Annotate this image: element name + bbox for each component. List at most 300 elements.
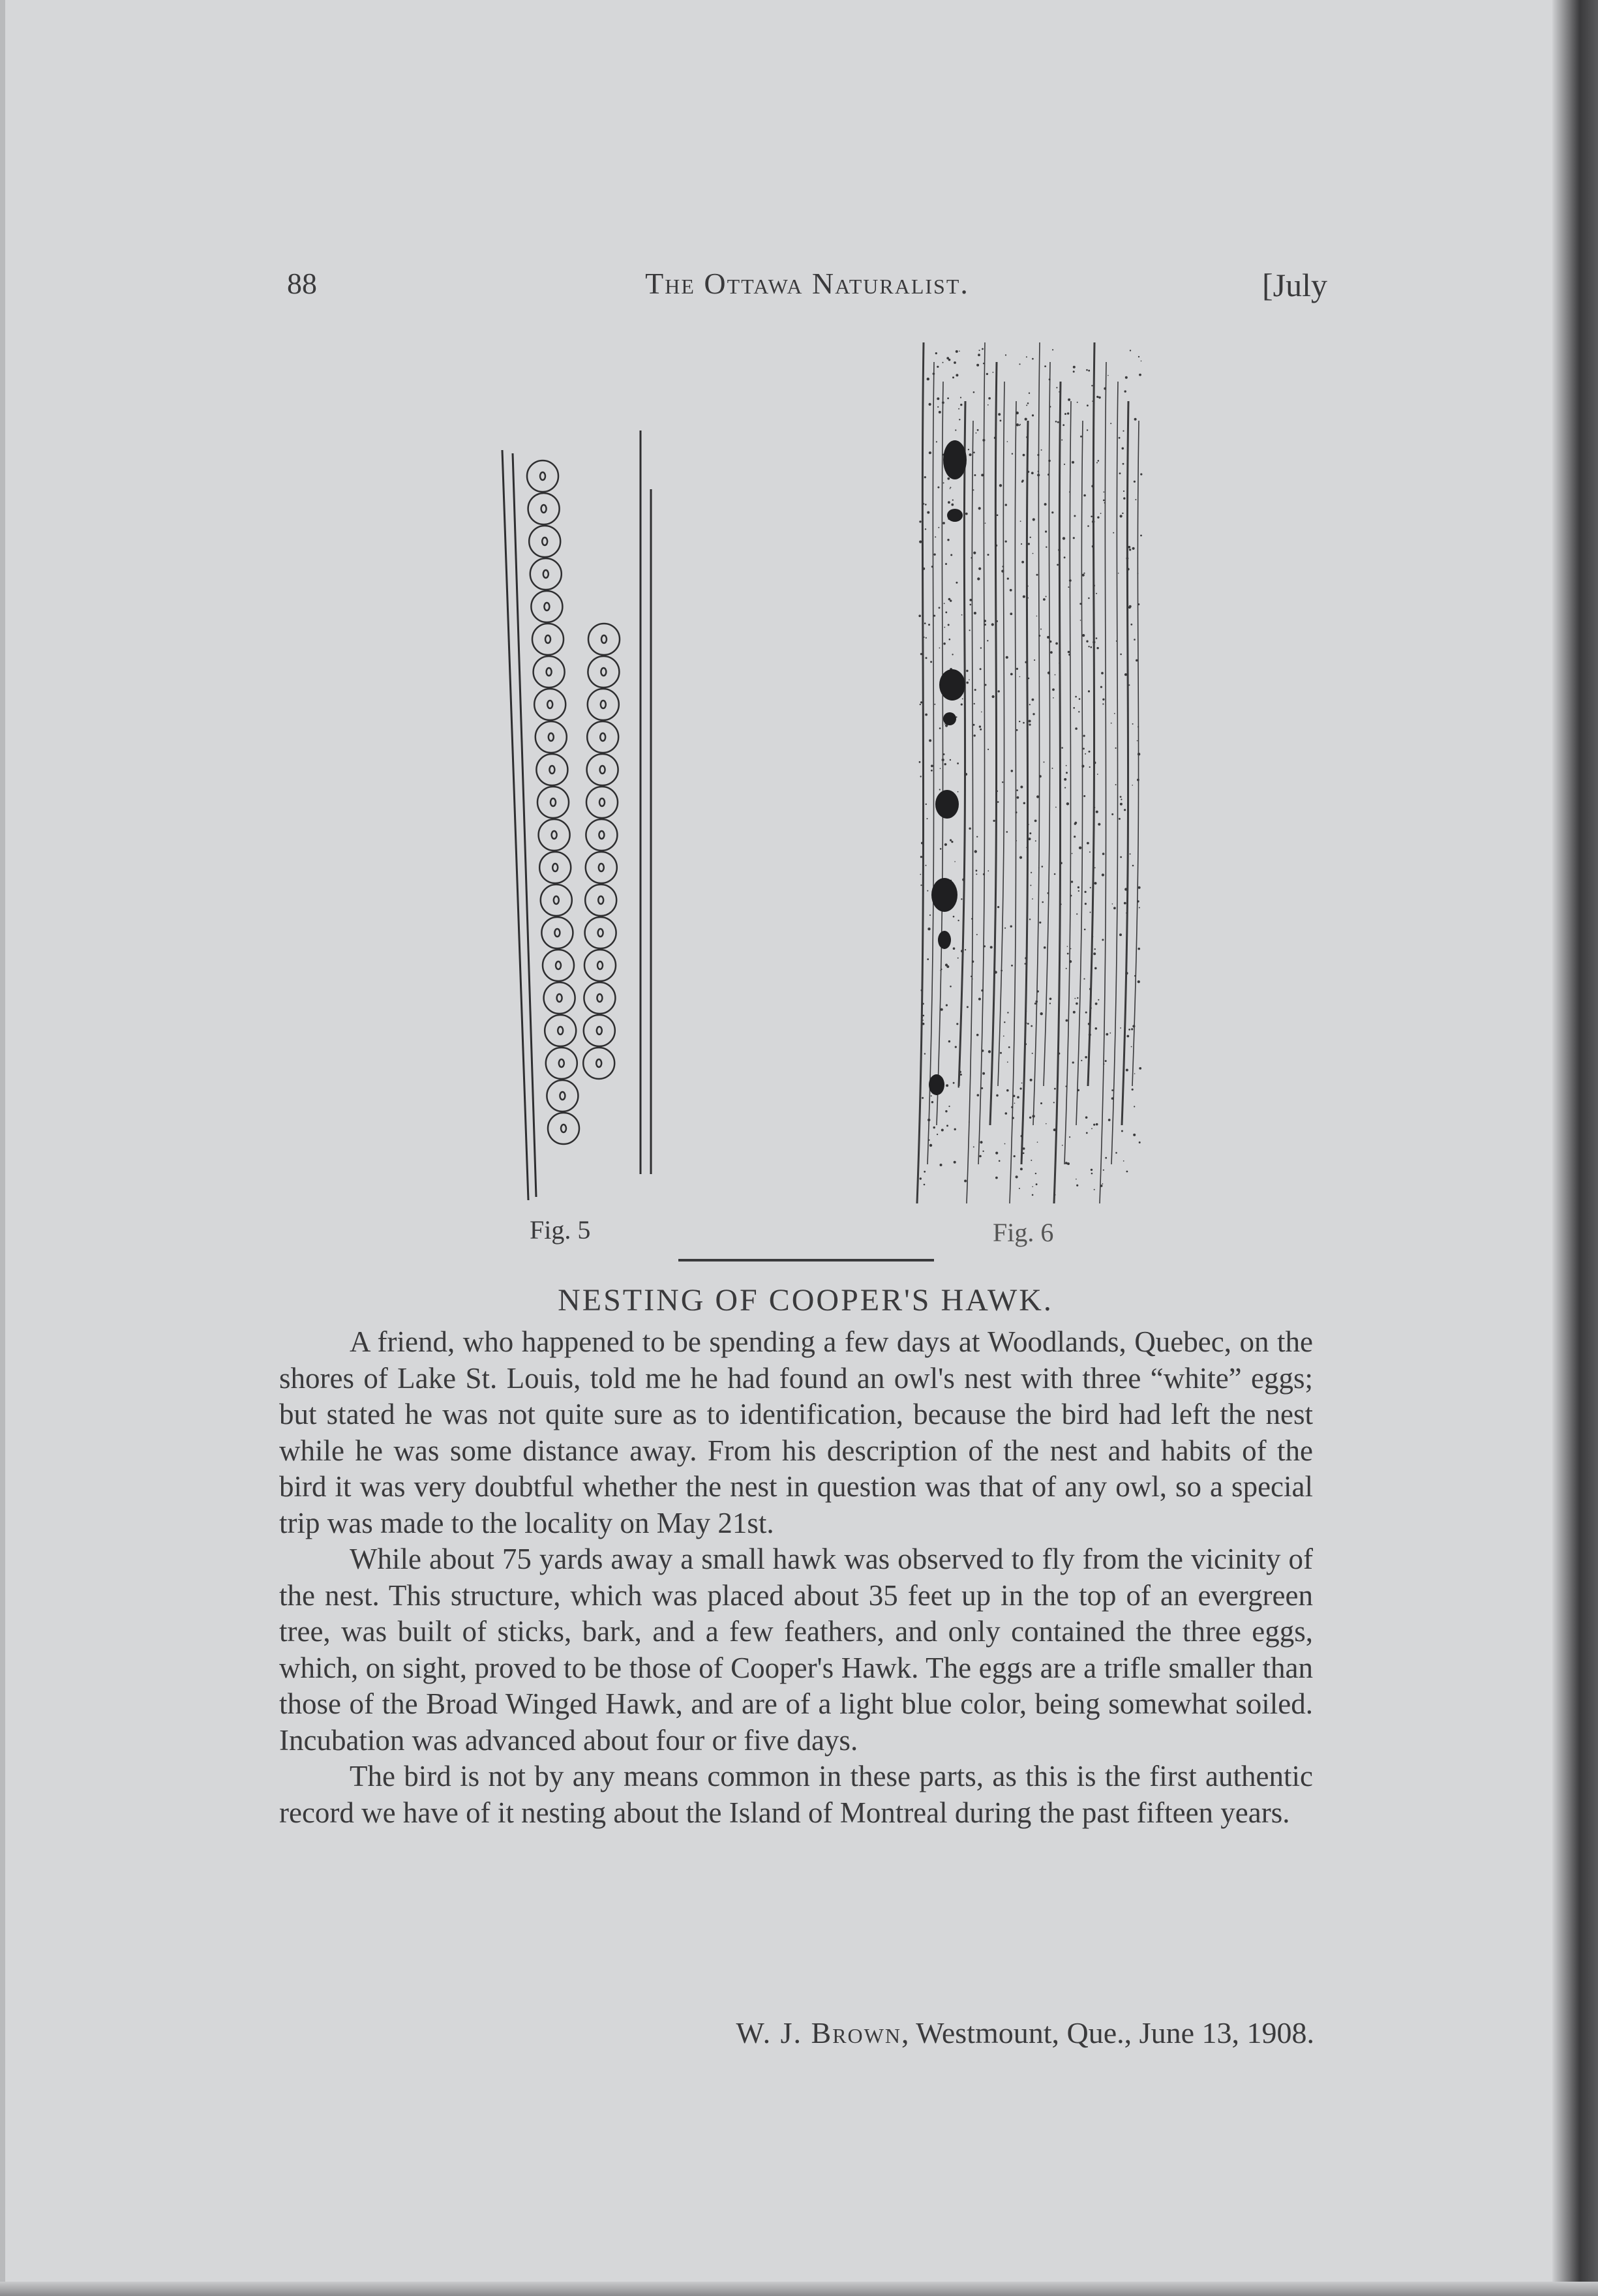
fig6-stipple-dot [1088, 1023, 1091, 1025]
fig6-stipple-dot [976, 836, 978, 838]
fig5-cell-nucleus [558, 1027, 563, 1035]
fig6-stipple-dot [1005, 541, 1007, 543]
fig6-stipple-dot [1025, 1043, 1027, 1045]
fig6-stipple-dot [1036, 1001, 1038, 1003]
fig6-stipple-dot [978, 507, 981, 509]
fig6-stipple-dot [1084, 929, 1086, 931]
fig6-stipple-dot [942, 362, 944, 363]
fig6-stipple-dot [959, 351, 960, 352]
fig6-stipple-dot [971, 918, 972, 920]
fig6-stipple-dot [1104, 387, 1106, 390]
fig6-stipple-dot [1068, 654, 1070, 656]
fig5-cell-nucleus [598, 929, 603, 937]
fig6-stipple-dot [1016, 729, 1018, 731]
fig6-stipple-dot [1032, 699, 1034, 701]
fig6-stipple-dot [1037, 474, 1040, 476]
fig5-cell-nucleus [547, 701, 552, 708]
fig6-stipple-dot [1088, 597, 1090, 599]
fig6-fibre-line [1010, 401, 1016, 1203]
fig6-stipple-dot [948, 1040, 950, 1042]
fig6-stipple-dot [1083, 735, 1085, 737]
fig6-stipple-dot [924, 637, 925, 638]
fig5-cell [587, 721, 618, 753]
fig6-stipple-dot [1074, 823, 1077, 825]
figure-5-illustration [489, 417, 672, 1207]
fig6-stipple-dot [1057, 421, 1059, 423]
fig6-stipple-dot [925, 528, 926, 530]
fig6-stipple-dot [920, 1177, 922, 1179]
fig6-stipple-dot [1023, 722, 1025, 724]
fig6-stipple-dot [919, 521, 921, 522]
fig6-stipple-dot [1010, 589, 1012, 592]
fig6-stipple-dot [1020, 1087, 1022, 1089]
fig6-stipple-dot [1126, 913, 1127, 914]
fig5-cell-nucleus [600, 733, 605, 741]
figure-5-caption: Fig. 5 [530, 1215, 591, 1245]
fig6-stipple-dot [1019, 721, 1020, 722]
fig6-stipple-dot [931, 1101, 933, 1103]
fig6-stipple-dot [1042, 901, 1044, 903]
fig6-stipple-dot [1033, 713, 1034, 715]
fig6-stipple-dot [996, 1095, 999, 1097]
fig6-stipple-dot [1096, 396, 1098, 398]
fig6-stipple-dot [1114, 713, 1115, 714]
fig6-stipple-dot [1138, 726, 1139, 727]
fig6-stipple-dot [943, 642, 946, 645]
fig6-stipple-dot [1013, 1095, 1015, 1097]
fig6-stipple-dot [966, 682, 969, 684]
fig6-stipple-dot [1056, 387, 1057, 388]
fig5-cell [534, 656, 565, 687]
fig6-stipple-dot [1070, 948, 1072, 950]
fig6-stipple-dot [948, 624, 950, 626]
fig6-stipple-dot [1138, 980, 1140, 983]
fig5-cell [584, 950, 616, 981]
fig6-fibre-line [1064, 401, 1071, 1164]
fig6-stipple-dot [959, 1071, 961, 1074]
fig6-stipple-dot [1089, 988, 1092, 991]
fig5-cell-nucleus [540, 472, 545, 480]
fig6-stipple-dot [1069, 491, 1070, 492]
fig6-stipple-dot [1110, 423, 1111, 424]
fig6-stipple-dot [973, 724, 975, 726]
fig6-stipple-dot [1045, 530, 1047, 532]
fig6-stipple-dot [1027, 1023, 1029, 1025]
fig6-stipple-dot [1023, 1147, 1025, 1150]
fig6-stipple-dot [1116, 641, 1117, 642]
fig6-stipple-dot [959, 419, 960, 420]
fig6-stipple-dot [1078, 890, 1079, 892]
fig6-stipple-dot [939, 411, 941, 414]
fig6-stipple-dot [1091, 485, 1094, 487]
fig6-stipple-dot [941, 1129, 944, 1132]
fig6-stipple-dot [1032, 414, 1034, 416]
fig6-stipple-dot [1076, 1179, 1077, 1180]
fig6-stipple-dot [1042, 866, 1044, 868]
fig6-stipple-dot [1064, 787, 1066, 789]
fig6-stipple-dot [1138, 603, 1139, 605]
fig6-stipple-dot [945, 1110, 947, 1112]
fig6-stipple-dot [1048, 892, 1049, 894]
fig6-stipple-dot [1102, 939, 1104, 941]
fig6-stipple-dot [1128, 1029, 1130, 1031]
fig6-stipple-dot [1109, 1033, 1111, 1034]
fig5-cell [586, 787, 618, 818]
fig6-stipple-dot [945, 611, 947, 613]
fig6-stipple-dot [1139, 1067, 1141, 1070]
fig6-stipple-dot [1075, 727, 1078, 730]
fig6-stipple-dot [1064, 413, 1066, 415]
fig6-stipple-dot [1063, 424, 1064, 426]
fig6-stipple-dot [1020, 521, 1021, 522]
fig6-stipple-dot [997, 906, 999, 908]
fig6-stipple-dot [1078, 711, 1079, 712]
fig6-stipple-dot [1030, 537, 1031, 538]
fig6-stipple-dot [1026, 847, 1027, 849]
fig5-cell [529, 526, 560, 557]
fig6-stipple-dot [920, 704, 921, 705]
fig5-cell-nucleus [544, 603, 549, 611]
fig6-stipple-dot [1069, 1136, 1070, 1138]
fig6-stipple-dot [974, 612, 976, 614]
fig6-fibre-line [917, 342, 924, 1203]
fig6-stipple-dot [950, 986, 952, 988]
fig6-stipple-dot [944, 843, 947, 846]
fig6-stipple-dot [927, 378, 929, 380]
fig6-fibre-line [1111, 382, 1118, 1164]
fig6-stipple-dot [1023, 1153, 1025, 1155]
fig6-stipple-dot [922, 1003, 924, 1005]
fig6-stipple-dot [1085, 903, 1087, 905]
fig6-stipple-dot [978, 567, 981, 570]
fig6-stipple-dot [1004, 1143, 1006, 1145]
fig6-stipple-dot [1001, 570, 1004, 573]
fig6-stipple-dot [1034, 820, 1037, 823]
fig6-stipple-dot [1019, 424, 1021, 425]
fig6-stipple-dot [1081, 765, 1084, 768]
fig6-stipple-dot [1001, 970, 1003, 972]
fig6-stipple-dot [942, 522, 945, 524]
fig6-stipple-dot [927, 958, 929, 960]
fig6-stipple-dot [950, 759, 951, 761]
fig6-stipple-dot [1064, 464, 1065, 465]
fig6-stipple-dot [1083, 494, 1086, 497]
fig6-stipple-dot [1067, 412, 1069, 414]
fig6-stipple-dot [1031, 472, 1034, 474]
fig6-fibre-line [990, 362, 997, 1125]
fig6-stipple-dot [1124, 902, 1126, 905]
fig6-stipple-dot [1093, 761, 1096, 764]
fig6-stipple-dot [1119, 818, 1121, 820]
fig6-stipple-dot [1123, 430, 1124, 432]
fig6-stipple-dot [1019, 1188, 1020, 1189]
fig6-stipple-dot [1100, 686, 1102, 688]
fig6-stipple-dot [1004, 1021, 1005, 1023]
fig6-stipple-dot [1027, 586, 1029, 587]
fig6-stipple-dot [1053, 1102, 1055, 1103]
fig6-stipple-dot [1016, 840, 1017, 841]
fig6-stipple-dot [986, 373, 988, 375]
fig5-cell-nucleus [561, 1125, 566, 1132]
fig6-stipple-dot [1005, 1112, 1008, 1115]
fig6-stipple-dot [1012, 1117, 1014, 1119]
author-name: W. J. Brown [736, 2016, 901, 2049]
fig6-stipple-dot [944, 627, 945, 628]
fig6-stipple-dot [1098, 999, 1099, 1001]
fig6-stipple-dot [960, 397, 961, 398]
fig5-cell-nucleus [543, 570, 549, 578]
fig6-stipple-dot [1058, 1053, 1060, 1055]
fig6-stipple-dot [968, 449, 969, 450]
fig6-stipple-dot [1094, 948, 1096, 950]
fig6-stipple-dot [1049, 378, 1051, 380]
fig6-stipple-dot [1076, 1185, 1078, 1186]
fig6-stipple-dot [1021, 1083, 1023, 1084]
fig6-stipple-dot [1020, 786, 1023, 789]
fig6-stipple-dot [1052, 688, 1055, 691]
fig6-stipple-dot [1105, 1060, 1107, 1062]
fig6-stipple-dot [927, 511, 929, 514]
fig6-stipple-dot [1127, 568, 1130, 571]
fig5-cell [588, 656, 619, 687]
fig6-stipple-dot [1137, 740, 1138, 742]
fig6-stipple-dot [992, 695, 995, 698]
fig6-stipple-dot [1093, 584, 1095, 586]
book-spine [1552, 0, 1598, 2296]
fig6-stipple-dot [1111, 1089, 1113, 1091]
fig6-stipple-dot [1016, 1175, 1018, 1178]
fig5-cell-nucleus [599, 864, 604, 871]
fig6-stipple-dot [953, 947, 956, 950]
fig6-stipple-dot [1066, 1020, 1068, 1022]
fig6-stipple-dot [1092, 936, 1093, 937]
fig6-stipple-dot [950, 554, 952, 556]
fig6-stipple-dot [939, 727, 941, 729]
fig6-stipple-dot [924, 1053, 926, 1054]
fig6-stipple-dot [950, 488, 951, 489]
fig6-stipple-dot [982, 1050, 984, 1052]
fig6-stipple-dot [927, 818, 928, 819]
fig6-stipple-dot [1055, 642, 1058, 645]
fig6-stipple-dot [1088, 690, 1090, 692]
fig6-stipple-dot [1120, 515, 1123, 517]
fig6-fibre-line [1054, 382, 1061, 1203]
fig6-stipple-dot [1073, 370, 1075, 372]
fig6-stipple-dot [1090, 887, 1091, 888]
fig6-stipple-dot [973, 1146, 974, 1147]
fig6-stipple-dot [983, 873, 985, 875]
fig6-stipple-dot [1134, 975, 1136, 976]
fig6-stipple-dot [960, 1074, 962, 1076]
fig6-stipple-dot [1019, 676, 1021, 678]
fig6-stipple-dot [1054, 873, 1056, 875]
fig6-stipple-dot [957, 1086, 959, 1088]
fig6-stipple-dot [1121, 799, 1122, 800]
fig6-stipple-dot [953, 916, 955, 918]
fig6-stipple-dot [994, 971, 997, 973]
fig6-stipple-dot [1087, 525, 1089, 527]
fig6-stipple-dot [1122, 513, 1123, 514]
fig6-stipple-dot [1069, 579, 1072, 582]
fig6-stipple-dot [922, 1015, 924, 1017]
fig6-stipple-dot [1137, 779, 1139, 781]
fig6-stipple-dot [937, 1134, 938, 1135]
fig6-stipple-dot [1016, 668, 1018, 670]
fig6-stipple-dot [972, 978, 973, 980]
fig6-stipple-dot [1005, 504, 1007, 506]
fig6-stipple-dot [1044, 503, 1047, 506]
fig5-cell-nucleus [601, 701, 606, 708]
fig6-stipple-dot [1102, 853, 1105, 855]
fig6-stipple-dot [1034, 1003, 1036, 1004]
figure-6-caption: Fig. 6 [993, 1218, 1054, 1247]
fig6-stipple-dot [1102, 703, 1104, 704]
fig6-stipple-dot [1091, 1008, 1092, 1009]
fig6-stipple-dot [1085, 1012, 1087, 1014]
fig6-fibre-line [1033, 342, 1040, 1125]
fig6-stipple-dot [1011, 965, 1013, 967]
fig5-cell-nucleus [601, 635, 607, 643]
fig6-stipple-dot [1004, 928, 1006, 929]
fig6-stipple-dot [1006, 1089, 1009, 1092]
fig6-stipple-dot [1102, 699, 1104, 701]
fig6-stipple-dot [935, 352, 937, 354]
fig6-stipple-dot [965, 949, 966, 950]
fig6-stipple-dot [1123, 497, 1125, 499]
fig6-stipple-dot [1055, 421, 1057, 423]
fig6-stipple-dot [1132, 785, 1133, 786]
fig6-stipple-dot [1026, 356, 1027, 357]
fig6-stipple-dot [1130, 853, 1131, 854]
fig6-stipple-dot [1032, 1186, 1033, 1188]
fig5-cell-nucleus [542, 537, 547, 545]
fig6-stipple-dot [954, 1161, 956, 1164]
fig6-stipple-dot [1073, 1011, 1076, 1014]
fig6-stipple-dot [1111, 813, 1113, 815]
fig6-stipple-dot [944, 603, 945, 604]
fig6-stipple-dot [1029, 832, 1031, 834]
fig6-stipple-dot [1025, 418, 1027, 421]
fig6-stipple-dot [1138, 573, 1139, 574]
fig6-stipple-dot [943, 753, 945, 755]
fig6-stipple-dot [1000, 420, 1002, 422]
fig5-cell-nucleus [554, 896, 559, 904]
fig6-stipple-dot [1078, 886, 1079, 888]
fig6-stipple-dot [977, 429, 979, 431]
fig6-stipple-dot [1094, 1189, 1095, 1190]
fig6-stipple-dot [981, 989, 984, 992]
fig6-stipple-dot [1016, 423, 1019, 426]
fig6-stipple-dot [934, 704, 935, 705]
fig6-stipple-dot [1132, 865, 1134, 867]
fig6-stipple-dot [1079, 847, 1081, 849]
fig6-stipple-dot [924, 476, 926, 478]
fig6-stipple-dot [1000, 1052, 1002, 1054]
fig6-stipple-dot [1033, 553, 1034, 554]
fig6-stipple-dot [1014, 1155, 1016, 1157]
fig6-stipple-dot [1100, 513, 1102, 514]
fig6-stipple-dot [933, 372, 935, 375]
fig6-stipple-dot [1104, 502, 1106, 504]
fig6-stipple-dot [954, 1128, 956, 1130]
fig6-stipple-dot [974, 850, 977, 853]
fig6-stipple-dot [1077, 402, 1078, 403]
fig6-stipple-dot [962, 699, 963, 700]
fig6-stipple-dot [1036, 574, 1038, 576]
fig5-cell-nucleus [554, 929, 560, 937]
fig6-stipple-dot [1049, 641, 1051, 642]
fig6-stipple-dot [980, 647, 982, 648]
fig6-stipple-dot [1068, 586, 1069, 588]
fig6-stipple-dot [1070, 895, 1072, 897]
fig5-cell-nucleus [560, 1092, 565, 1100]
fig6-stipple-dot [1139, 1141, 1141, 1143]
fig6-stipple-dot [1132, 547, 1135, 550]
fig6-stipple-dot [991, 623, 994, 626]
fig6-stipple-dot [1057, 564, 1059, 566]
fig6-stipple-dot [984, 945, 986, 947]
fig6-stipple-dot [1059, 391, 1060, 393]
fig6-stipple-dot [1113, 907, 1116, 909]
fig5-cell [539, 819, 570, 851]
fig6-stipple-dot [1133, 1134, 1136, 1136]
fig6-stipple-dot [1032, 1053, 1033, 1054]
fig6-stipple-dot [1029, 1117, 1031, 1119]
fig6-stipple-dot [1025, 1010, 1027, 1012]
fig6-stipple-dot [1083, 748, 1085, 749]
fig6-stipple-dot [941, 1008, 943, 1011]
fig6-stipple-dot [1044, 946, 1046, 949]
fig6-stipple-dot [1025, 957, 1027, 959]
fig6-stipple-dot [1061, 903, 1062, 905]
fig6-stipple-dot [1028, 543, 1030, 545]
fig6-stipple-dot [1098, 823, 1100, 826]
fig6-stipple-dot [1088, 646, 1089, 647]
fig5-cell [548, 1113, 579, 1144]
fig6-stipple-dot [1026, 436, 1028, 438]
fig6-stipple-dot [1085, 753, 1086, 755]
fig6-stipple-dot [1061, 747, 1063, 749]
fig6-stipple-dot [1061, 440, 1063, 441]
fig6-stipple-dot [918, 614, 921, 617]
fig6-stipple-dot [1093, 1124, 1095, 1126]
fig5-cell-nucleus [598, 896, 603, 904]
fig6-stipple-dot [1120, 803, 1123, 806]
fig6-stipple-dot [1134, 1073, 1136, 1074]
fig6-stipple-dot [1029, 918, 1031, 920]
fig6-stipple-dot [1123, 491, 1124, 492]
fig6-stipple-dot [976, 432, 977, 434]
fig6-stipple-dot [1091, 516, 1093, 518]
fig6-stipple-dot [1124, 390, 1126, 392]
fig6-stipple-dot [953, 1082, 955, 1084]
fig6-stipple-dot [1068, 651, 1070, 654]
fig6-stipple-dot [973, 391, 975, 393]
fig6-stipple-dot [987, 749, 989, 750]
fig6-stipple-dot [1119, 437, 1121, 439]
fig6-stipple-dot [1091, 1173, 1093, 1175]
fig6-stipple-dot [993, 372, 994, 373]
fig6-stipple-dot [947, 477, 950, 480]
fig6-stipple-dot [980, 1141, 982, 1143]
fig6-stipple-dot [1138, 948, 1140, 950]
fig6-stipple-dot [926, 637, 927, 639]
fig6-stipple-dot [1032, 1194, 1034, 1196]
fig6-stipple-dot [1017, 1096, 1019, 1098]
fig6-stipple-dot [974, 474, 976, 476]
fig6-stipple-dot [1096, 637, 1098, 639]
fig6-stipple-dot [1140, 474, 1142, 476]
